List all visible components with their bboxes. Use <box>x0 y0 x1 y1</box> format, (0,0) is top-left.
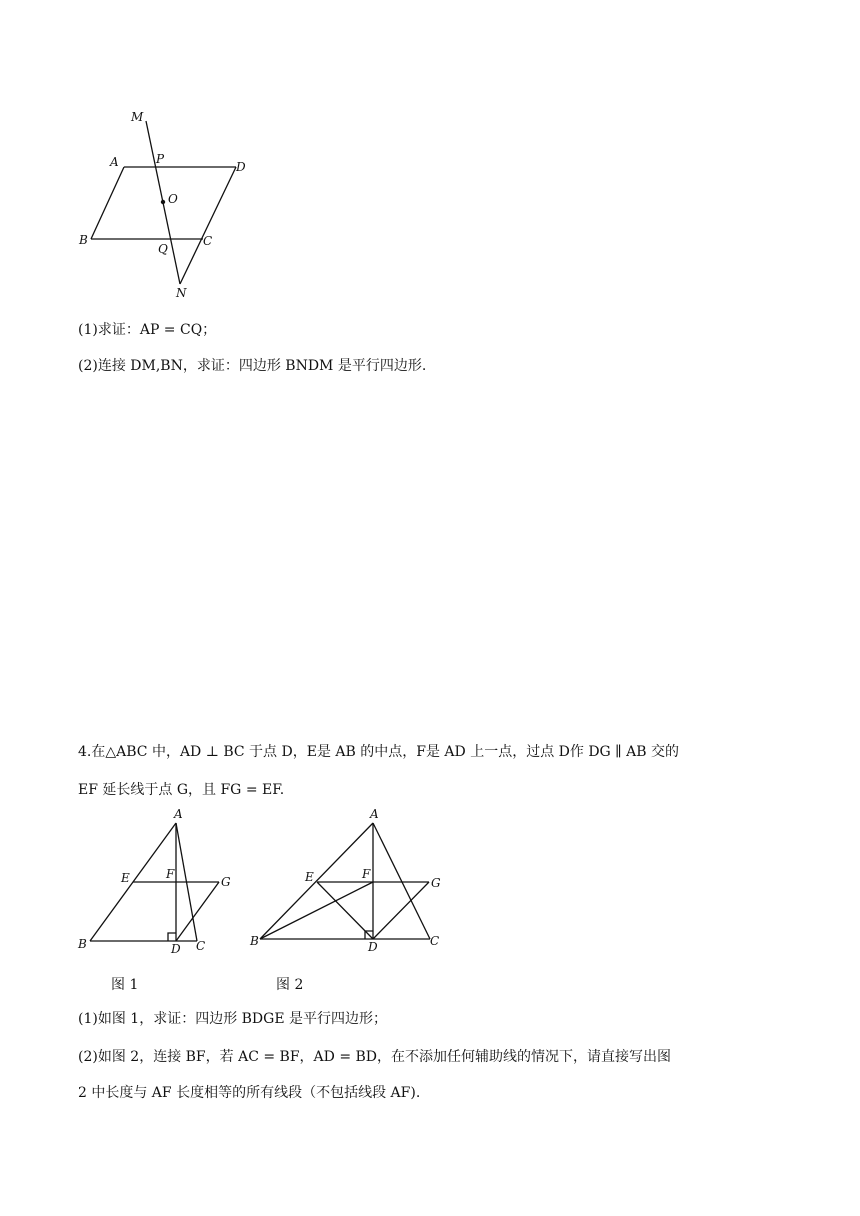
figure-2 <box>0 0 460 960</box>
label-D: D <box>368 940 378 954</box>
label-A: A <box>370 807 379 821</box>
label-C: C <box>203 234 213 248</box>
label-G: G <box>221 875 231 889</box>
label-B: B <box>250 934 259 948</box>
figure-2-caption: 图 2 <box>276 977 304 993</box>
label-D: D <box>171 942 181 956</box>
label-F: F <box>166 867 175 881</box>
q4-part2-line2: 2 中长度与 AF 长度相等的所有线段（不包括线段 AF). <box>78 1085 421 1101</box>
label-O: O <box>168 192 178 206</box>
label-E: E <box>121 871 130 885</box>
label-B: B <box>79 233 88 247</box>
segment-AC <box>373 823 430 939</box>
label-N: N <box>176 286 187 300</box>
label-G: G <box>431 876 441 890</box>
figure-1-caption: 图 1 <box>111 977 139 993</box>
label-A: A <box>174 807 183 821</box>
segment-DG <box>373 882 429 939</box>
label-A: A <box>110 155 119 169</box>
q3-part2: (2)连接 DM,BN，求证：四边形 BNDM 是平行四边形. <box>78 358 427 374</box>
label-B: B <box>78 937 87 951</box>
q3-part1: (1)求证：AP = CQ； <box>78 322 217 338</box>
triangle-figure-2 <box>0 0 460 960</box>
label-E: E <box>305 870 314 884</box>
label-D: D <box>236 160 246 174</box>
label-P: P <box>156 152 165 166</box>
segment-BF <box>260 882 373 939</box>
label-F: F <box>362 867 371 881</box>
label-Q: Q <box>158 242 168 256</box>
q4-part2-line1: (2)如图 2，连接 BF，若 AC = BF，AD = BD，在不添加任何辅助线的情况下，请直接写出图 <box>78 1049 672 1065</box>
label-C: C <box>430 934 440 948</box>
label-C: C <box>196 939 206 953</box>
q4-stem-line1: 4.在△ABC 中，AD ⊥ BC 于点 D，E是 AB 的中点，F是 AD 上一点，过点 D作 DG ∥ AB 交的 <box>78 744 679 760</box>
label-M: M <box>131 110 144 124</box>
q4-part1: (1)如图 1，求证：四边形 BDGE 是平行四边形； <box>78 1011 388 1027</box>
q4-stem-line2: EF 延长线于点 G，且 FG = EF. <box>78 782 285 798</box>
